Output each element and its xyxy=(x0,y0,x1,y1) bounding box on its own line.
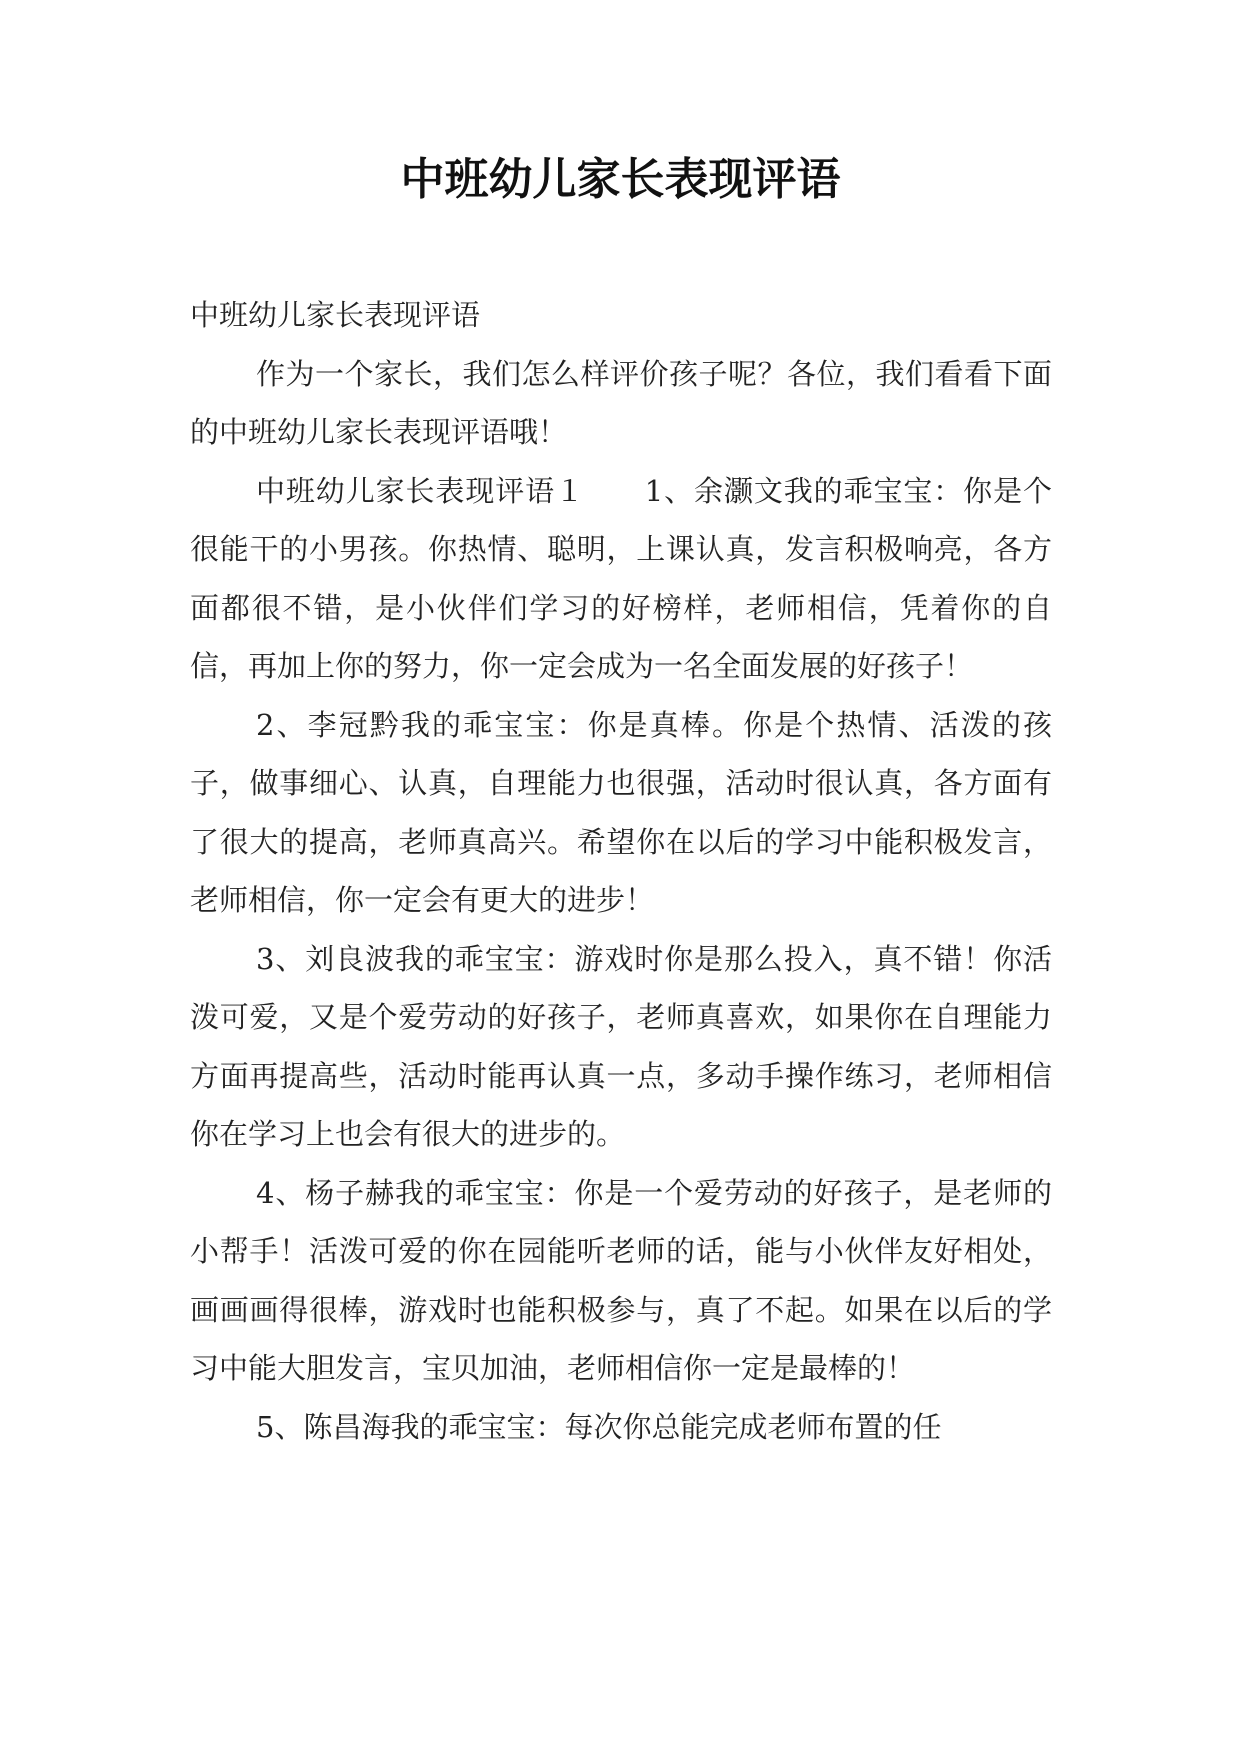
comment-paragraph-3: 3、刘良波我的乖宝宝：游戏时你是那么投入，真不错！你活泼可爱，又是个爱劳动的好孩子，老师真喜欢，如果你在自理能力方面再提高些，活动时能再认真一点，多动手操作练习，老师相信你在学习上也会有很大的进步的。 xyxy=(190,941,1052,1151)
document-title: 中班幼儿家长表现评语 xyxy=(400,154,841,205)
comment-paragraph-2: 2、李冠黔我的乖宝宝：你是真棒。你是个热情、活泼的孩子，做事细心、认真，自理能力也很强，活动时很认真，各方面有了很大的提高，老师真高兴。希望你在以后的学习中能积极发言，老师相信，你一定会有更大的进步！ xyxy=(190,707,1052,917)
comment-paragraph-5: 5、陈昌海我的乖宝宝：每次你总能完成老师布置的任 xyxy=(256,1409,942,1444)
comment-paragraph-4: 4、杨子赫我的乖宝宝：你是一个爱劳动的好孩子，是老师的小帮手！活泼可爱的你在园能听老师的话，能与小伙伴友好相处，画画画得很棒，游戏时也能积极参与，真了不起。如果在以后的学习中能大胆发言，宝贝加油，老师相信你一定是最棒的！ xyxy=(190,1175,1052,1385)
body-heading: 中班幼儿家长表现评语 xyxy=(190,298,481,332)
intro-paragraph: 作为一个家长，我们怎么样评价孩子呢？各位，我们看看下面的中班幼儿家长表现评语哦！ xyxy=(190,356,1052,449)
comment-paragraph-1: 中班幼儿家长表现评语１ 1、余灏文我的乖宝宝：你是个很能干的小男孩。你热情、聪明，上课认真，发言积极响亮，各方面都很不错，是小伙伴们学习的好榜样，老师相信，凭着你的自信，再加上你的努力，你一定会成为一名全面发展的好孩子！ xyxy=(190,473,1052,683)
document-body xyxy=(190,286,1052,1456)
